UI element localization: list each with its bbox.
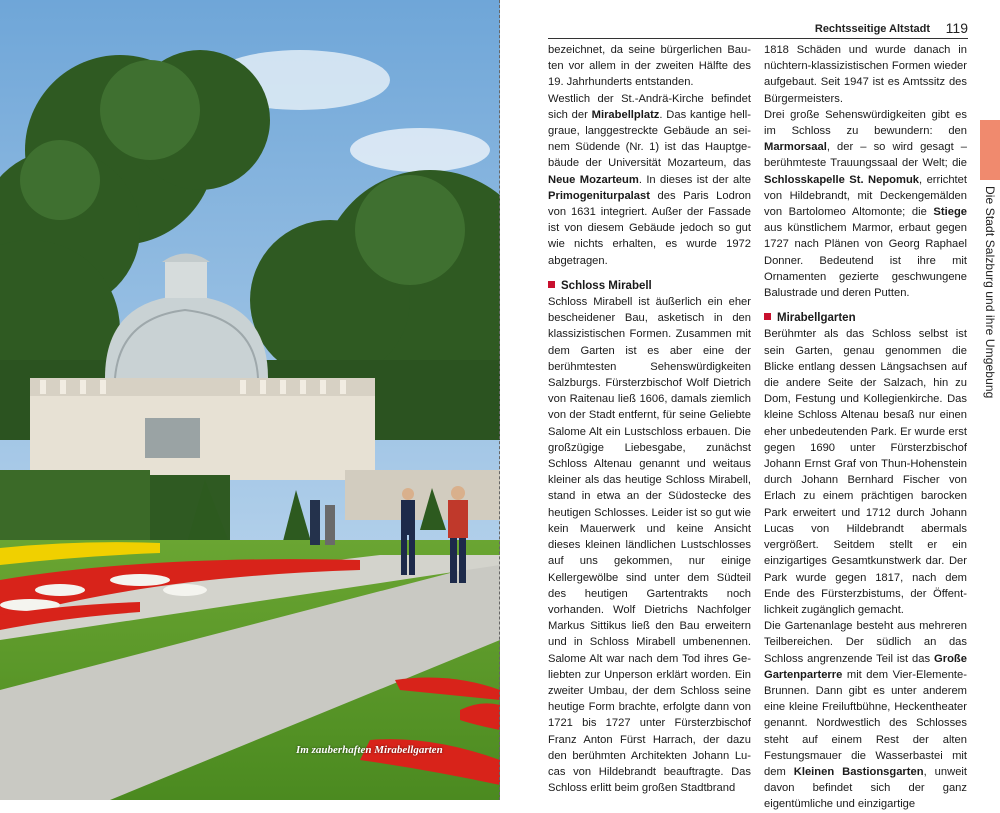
photo-caption: Im zauberhaften Mirabellgarten bbox=[296, 744, 443, 756]
mirabell-garden-illustration bbox=[0, 0, 500, 800]
chapter-tab bbox=[980, 120, 1000, 180]
section-heading-schloss-mirabell: Schloss Mirabell bbox=[548, 278, 751, 294]
text-column-left bbox=[548, 42, 751, 796]
paragraph: Drei große Sehenswürdigkeiten gibt es im Schloss zu bewundern: den Marmorsaal, der – so wird gesagt – berühmteste Trauungssaal der Welt; die Schlosskapelle St. Nepomuk, errichtet von Hildebrandt, mit Deckengemälden von Bartolomeo Altomonte; die Stiege aus künstlichem Marmor, erbaut gegen 1727 nach Plänen von Georg Raphael Donner. Bedeutend ist ihre mit Ornamenten gezierte geschwungene Balustrade und deren Putten. bbox=[764, 108, 967, 300]
page-header bbox=[548, 20, 968, 38]
red-square-bullet-icon bbox=[764, 313, 771, 320]
paragraph: Berühmter als das Schloss selbst ist sein Garten, genau genommen die Blicke entlang dessen Längsachsen auf die andere Seite der Salzach, hin zu Dom, Festung und Kollegienkirche. Das kleine Schloss Altenau besaß nur einen eher unbedeutenden Park. Er wurde erst gegen 1690 unter Fürsterzbischof Johann Ernst Graf von Thun-Hohenstein durch Johann Bernhard Fischer von Erlach zu einem prächtigen barocken Park erweitert und 1712 durch Johann Lucas von Hildebrandt abermals vergrößert. Seitdem stellt er ein einzigartiges Gesamtkunstwerk dar. Der Park wurde gegen 1817, nach dem Ende des Fürsterzbistums, der Öffentlichkeit zugänglich gemacht. bbox=[764, 328, 967, 616]
page-fold bbox=[499, 0, 500, 800]
page-number: 119 bbox=[945, 20, 968, 36]
paragraph: Schloss Mirabell ist äußerlich ein eher bescheidener Bau, asketisch in den klassizistischen Formen. Zusammen mit dem Garten ist es aber eine der berühmtesten Sehenswürdigkeiten Salzburgs. Fürsterzbischof Wolf Dietrich von Raitenau ließ 1606, damals ziemlich von der Stadt entfernt, für seine Geliebte Salome Alt ein Lustschloss erbauen. Die großzügige Liebesgabe, zunächst Schloss Altenau genannt und weitaus kleiner als das heutige Schloss Mirabell, stand in etwa an der Südostecke des heutigen Schlosses. Leider ist so gut wie kein Mauerwerk und keine Ansicht dieses kleinen ländlichen Lustschlosses auf uns gekommen, nur einige Kellergewölbe sind unter dem Südteil des heutigen Gartentrakts noch vorhanden. Wolf Dietrichs Nachfolger Markus Sittikus ließ den Bau erweitern und in Schloss Mirabell umbenennen. Salome Alt war nach dem Tod ihres Geliebten zur Unperson erklärt worden. Ein zweiter Umbau, der dem Schloss seine heutige Form brachte, erfolgte dann von 1721 bis 1727 unter Fürsterzbischof Franz Anton Fürst Harrach, der dazu den berühmten Architekten Johann Lucas von Hildebrandt beauftragte. Das Schloss erlitt beim großen Stadtbrand bbox=[548, 296, 751, 795]
section-heading-mirabellgarten: Mirabellgarten bbox=[764, 310, 967, 326]
header-rule bbox=[548, 38, 968, 39]
chapter-side-title: Die Stadt Salzburg und ihre Umgebung bbox=[983, 186, 997, 399]
paragraph: 1818 Schäden und wurde danach in nüchtern-klassizistischen Formen wieder aufgebaut. Seit 1947 ist es Amtssitz des Bürgermeisters. bbox=[764, 44, 967, 105]
text-column-right bbox=[764, 42, 967, 813]
running-head: Rechtsseitige Altstadt bbox=[814, 23, 930, 35]
paragraph: Die Gartenanlage besteht aus mehreren Teilbereichen. Der südlich an das Schloss angrenzende Teil ist das Große Gartenparterre mit dem Vier-Elemente-Brunnen. Dann gibt es unter anderem eine kleine Freiluftbühne, Heckentheater genannt. Nordwestlich des Schlosses steht auf einem Rest der alten Festungsmauer die Wasserbastei mit dem Kleinen Bastionsgarten, unweit davon befindet sich der ganz eigentümliche und einzigartige bbox=[764, 620, 968, 811]
paragraph: bezeichnet, da seine bürgerlichen Bauten vor allem in der zweiten Hälfte des 19. Jahrhunderts entstanden. bbox=[548, 44, 751, 89]
paragraph: Westlich der St.-Andrä-Kirche befindet sich der Mirabellplatz. Das kantige hellgraue, langgestreckte Gebäude an seinem Südende (Nr. 1) ist das Hauptgebäude der Universität Mozarteum, das Neue Mozarteum. In dieses ist der alte Primogeniturpalast des Paris Lodron von 1631 integriert. Außer der Fassade ist von diesem Gebäude jedoch so gut wie nichts erhalten, es wurde 1972 abgetragen. bbox=[548, 92, 751, 267]
garden-photo bbox=[0, 0, 500, 800]
red-square-bullet-icon bbox=[548, 281, 555, 288]
